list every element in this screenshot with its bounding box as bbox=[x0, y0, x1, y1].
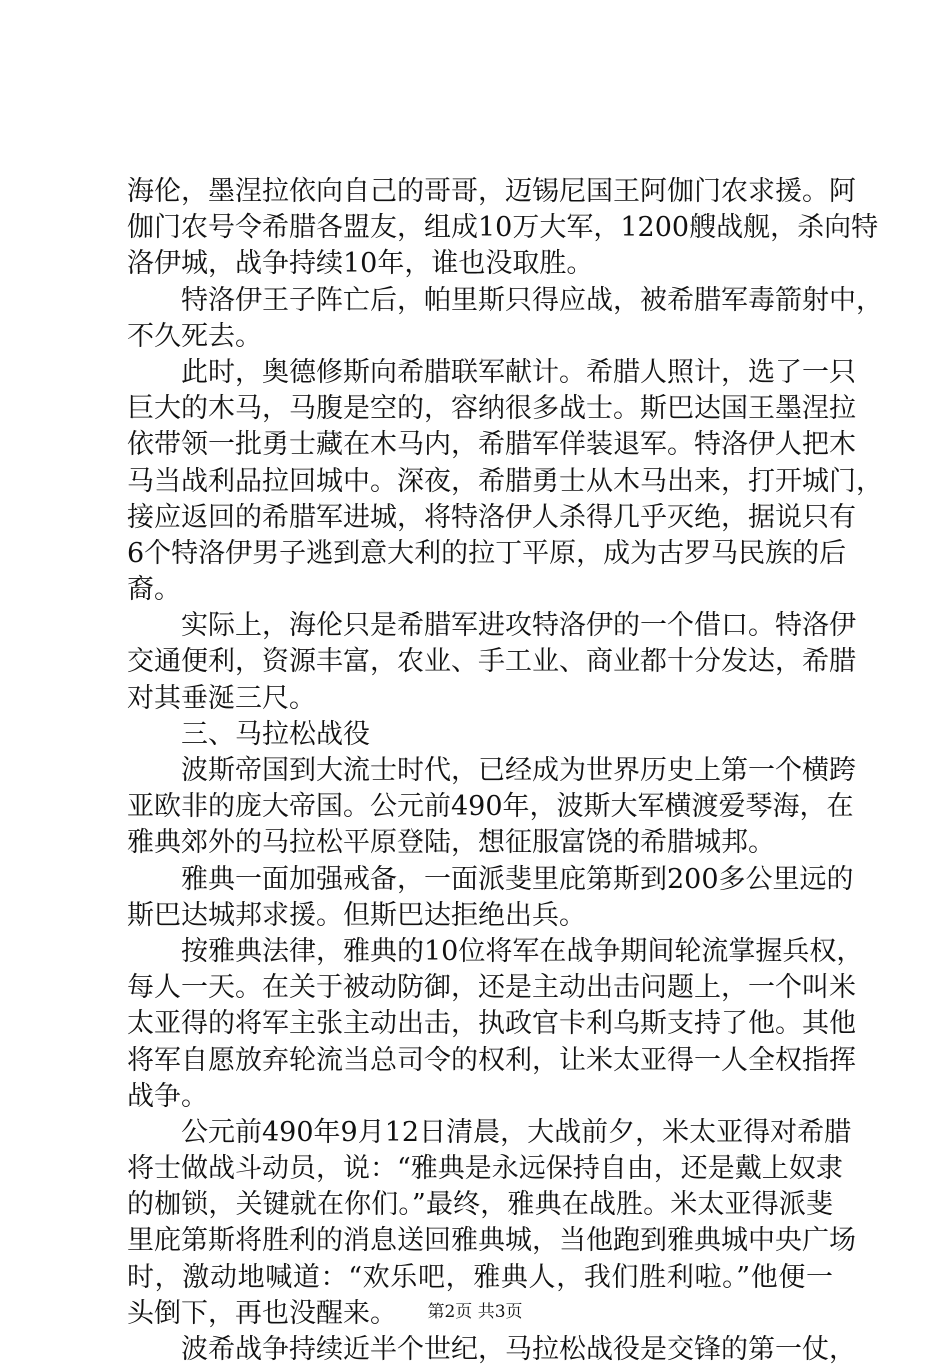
text-line: 太亚得的将军主张主动出击，执政官卡利乌斯支持了他。其他 bbox=[127, 1008, 856, 1040]
text-line: 每人一天。在关于被动防御，还是主动出击问题上，一个叫米 bbox=[127, 972, 856, 1004]
text-line: 实际上，海伦只是希腊军进攻特洛伊的一个借口。特洛伊 bbox=[181, 610, 856, 642]
text-line: 马当战利品拉回城中。深夜，希腊勇士从木马出来，打开城门， bbox=[127, 465, 883, 497]
text-line: 将军自愿放弃轮流当总司令的权利，让米太亚得一人全权指挥 bbox=[127, 1044, 856, 1076]
text-line: 战争。 bbox=[127, 1080, 208, 1112]
text-line: 对其垂涎三尺。 bbox=[127, 682, 316, 714]
text-line: 里庇第斯将胜利的消息送回雅典城，当他跑到雅典城中央广场 bbox=[127, 1225, 856, 1257]
text-line: 雅典一面加强戒备，一面派斐里庇第斯到200多公里远的 bbox=[181, 863, 854, 895]
text-line: 交通便利，资源丰富，农业、手工业、商业都十分发达，希腊 bbox=[127, 646, 856, 678]
text-line: 6个特洛伊男子逃到意大利的拉丁平原，成为古罗马民族的后 bbox=[127, 537, 847, 569]
text-line: 接应返回的希腊军进城，将特洛伊人杀得几乎灭绝，据说只有 bbox=[127, 501, 856, 533]
text-line: 依带领一批勇士藏在木马内，希腊军佯装退军。特洛伊人把木 bbox=[127, 429, 856, 461]
text-line: 三、马拉松战役 bbox=[181, 718, 370, 750]
text-line: 时，激动地喊道：“欢乐吧，雅典人，我们胜利啦。”他便一 bbox=[127, 1261, 833, 1293]
text-line: 伽门农号令希腊各盟友，组成10万大军，1200艘战舰，杀向特 bbox=[127, 212, 879, 244]
text-line: 的枷锁，关键就在你们。”最终，雅典在战胜。米太亚得派斐 bbox=[127, 1189, 833, 1221]
text-line: 此时，奥德修斯向希腊联军献计。希腊人照计，选了一只 bbox=[181, 356, 856, 388]
text-line: 巨大的木马，马腹是空的，容纳很多战士。斯巴达国王墨涅拉 bbox=[127, 393, 856, 425]
page-number-label: 第2页 共3页 bbox=[427, 1302, 523, 1322]
text-line: 按雅典法律，雅典的10位将军在战争期间轮流掌握兵权， bbox=[181, 935, 864, 967]
text-line: 亚欧非的庞大帝国。公元前490年，波斯大军横渡爱琴海，在 bbox=[127, 791, 854, 823]
text-line: 波斯帝国到大流士时代，已经成为世界历史上第一个横跨 bbox=[181, 755, 856, 786]
text-line: 斯巴达城邦求援。但斯巴达拒绝出兵。 bbox=[127, 899, 586, 931]
text-line: 特洛伊王子阵亡后，帕里斯只得应战，被希腊军毒箭射中， bbox=[181, 284, 883, 316]
text-line: 海伦，墨涅拉依向自己的哥哥，迈锡尼国王阿伽门农求援。阿 bbox=[127, 176, 856, 207]
text-line: 洛伊城，战争持续10年，谁也没取胜。 bbox=[127, 248, 594, 280]
text-line: 裔。 bbox=[127, 574, 181, 606]
text-line: 将士做战斗动员，说：“雅典是永远保持自由，还是戴上奴隶 bbox=[127, 1153, 843, 1185]
text-line: 波希战争持续近半个世纪，马拉松战役是交锋的第一仗， bbox=[181, 1334, 856, 1365]
text-line: 雅典郊外的马拉松平原登陆，想征服富饶的希腊城邦。 bbox=[127, 827, 775, 859]
document-body bbox=[127, 174, 883, 1368]
text-line: 不久死去。 bbox=[127, 320, 262, 352]
text-line: 公元前490年9月12日清晨，大战前夕，米太亚得对希腊 bbox=[181, 1116, 852, 1148]
page-footer bbox=[0, 1302, 950, 1322]
text-line: 头倒下，再也没醒来。 bbox=[127, 1297, 397, 1329]
